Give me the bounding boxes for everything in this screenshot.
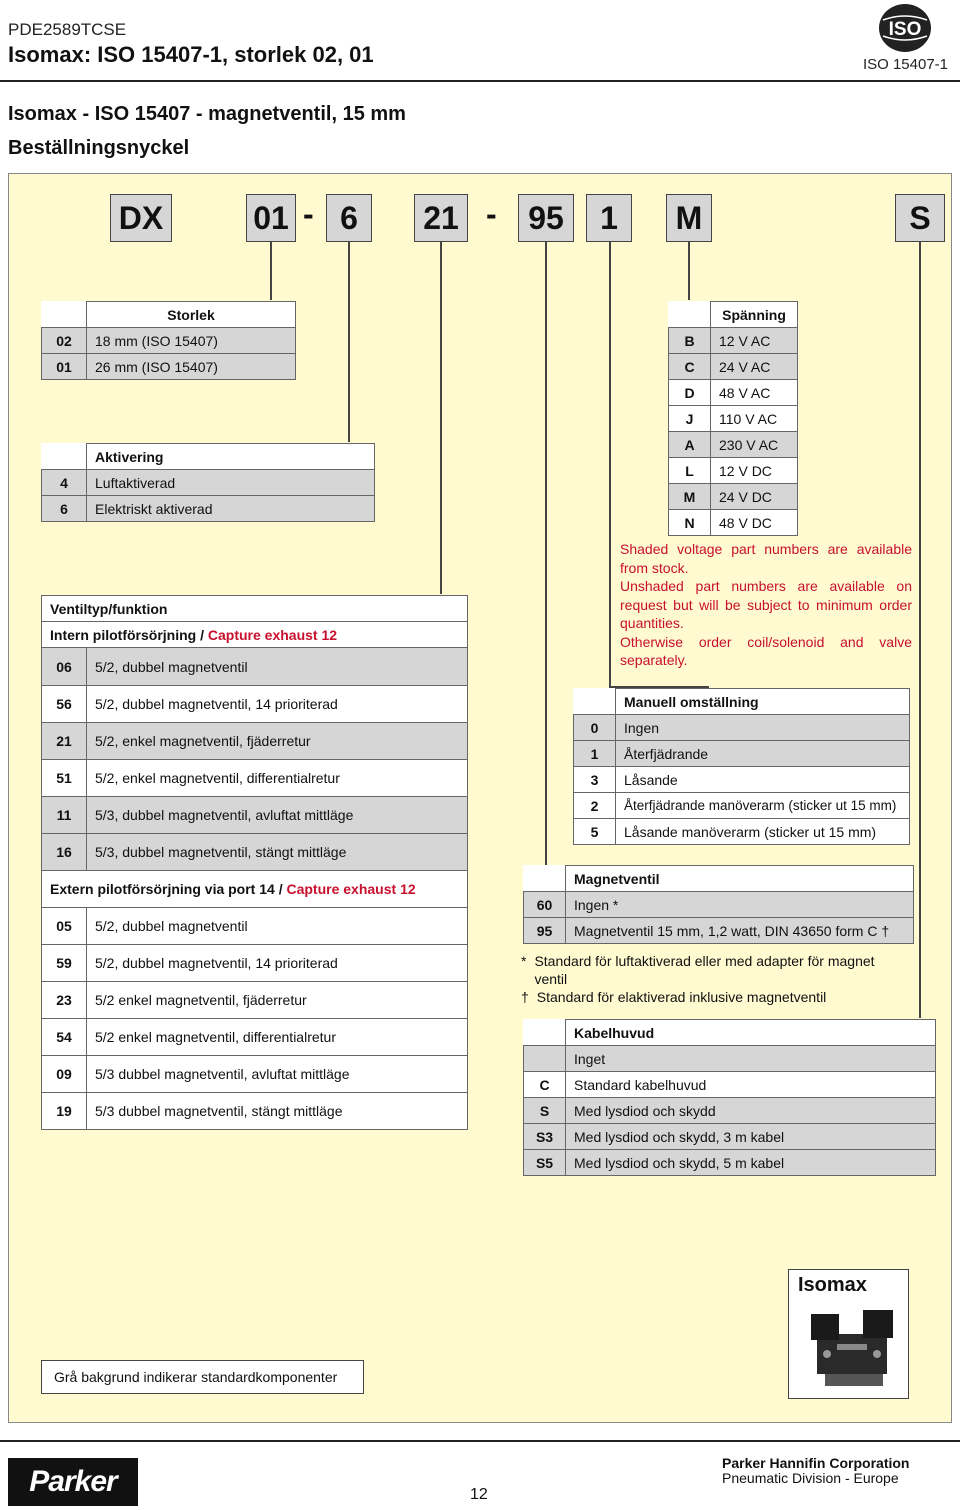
storlek-text: 26 mm (ISO 15407)	[87, 354, 296, 380]
code-dash: -	[303, 196, 314, 232]
kabelhuvud-code: S	[524, 1098, 566, 1124]
iso-logo-text: ISO	[888, 19, 922, 40]
storlek-text: 18 mm (ISO 15407)	[87, 328, 296, 354]
voltage-note-separate: Otherwise order coil/solenoid and valve separately.	[620, 633, 912, 668]
spanning-text: 24 V DC	[711, 484, 798, 510]
code-box-size: 01	[246, 194, 296, 242]
spanning-code: C	[669, 354, 711, 380]
spanning-code: N	[669, 510, 711, 536]
ventiltyp-code: 05	[42, 908, 87, 945]
ventiltyp-text: 5/3, dubbel magnetventil, stängt mittläge	[87, 834, 468, 871]
ventiltyp-code: 21	[42, 723, 87, 760]
storlek-header: Storlek	[87, 302, 296, 328]
intern-capture-exhaust: Capture exhaust 12	[207, 626, 338, 643]
spanning-code: D	[669, 380, 711, 406]
legend-standard-components: Grå bakgrund indikerar standardkomponenter	[41, 1360, 364, 1394]
ventiltyp-code: 19	[42, 1093, 87, 1130]
kabelhuvud-code: S5	[524, 1150, 566, 1176]
kabelhuvud-text: Med lysdiod och skydd, 3 m kabel	[566, 1124, 936, 1150]
division-name: Pneumatic Division - Europe	[722, 1470, 899, 1486]
ventiltyp-text: 5/3 dubbel magnetventil, stängt mittläge	[87, 1093, 468, 1130]
isomax-product-box	[788, 1269, 909, 1399]
magnetventil-code: 60	[524, 892, 566, 918]
spanning-text: 48 V DC	[711, 510, 798, 536]
ventiltyp-text: 5/2, dubbel magnetventil	[87, 648, 468, 686]
kabelhuvud-text: Standard kabelhuvud	[566, 1072, 936, 1098]
aktivering-code: 6	[42, 496, 87, 522]
manuell-text: Ingen	[616, 715, 910, 741]
spanning-header: Spänning	[711, 302, 798, 328]
page-title: Isomax: ISO 15407-1, storlek 02, 01	[8, 42, 374, 67]
spanning-text: 12 V DC	[711, 458, 798, 484]
ventiltyp-code: 16	[42, 834, 87, 871]
aktivering-text: Elektriskt aktiverad	[87, 496, 375, 522]
spanning-code: M	[669, 484, 711, 510]
spanning-text: 230 V AC	[711, 432, 798, 458]
storlek-code: 01	[42, 354, 87, 380]
ventiltyp-code: 23	[42, 982, 87, 1019]
ventiltyp-code: 56	[42, 686, 87, 723]
voltage-note-stock: Shaded voltage part numbers are available from stock.	[620, 541, 912, 576]
aktivering-code: 4	[42, 470, 87, 496]
spanning-text: 24 V AC	[711, 354, 798, 380]
manuell-code: 1	[574, 741, 616, 767]
spanning-code: J	[669, 406, 711, 432]
isomax-label: Isomax	[798, 1274, 867, 1296]
aktivering-header: Aktivering	[87, 444, 375, 470]
manuell-code: 0	[574, 715, 616, 741]
ventiltyp-text: 5/2 enkel magnetventil, differentialretur	[87, 1019, 468, 1056]
ventiltyp-code: 54	[42, 1019, 87, 1056]
spanning-text: 12 V AC	[711, 328, 798, 354]
intern-pilot-label: Intern pilotförsörjning /	[50, 626, 208, 643]
manuell-header: Manuell omställning	[616, 689, 910, 715]
ventiltyp-text: 5/3 dubbel magnetventil, avluftat mittläge	[87, 1056, 468, 1093]
aktivering-table	[41, 443, 375, 522]
header-rule	[0, 80, 960, 82]
iso-reference: ISO 15407-1	[862, 56, 948, 73]
code-box-actuation: 6	[326, 194, 372, 242]
manuell-code: 2	[574, 793, 616, 819]
footnote-electric: Standard för elaktiverad inklusive magnetventil	[536, 989, 827, 1005]
ventiltyp-text: 5/2, dubbel magnetventil, 14 prioriterad	[87, 945, 468, 982]
kabelhuvud-header: Kabelhuvud	[566, 1020, 936, 1046]
spanning-text: 48 V AC	[711, 380, 798, 406]
code-box-manual: 1	[586, 194, 632, 242]
kabelhuvud-code	[524, 1046, 566, 1072]
ventiltyp-code: 59	[42, 945, 87, 982]
voltage-note-request: Unshaded part numbers are available on request but will be subject to minimum order quantities.	[620, 578, 912, 631]
footer-rule	[0, 1440, 960, 1442]
ventiltyp-text: 5/2, dubbel magnetventil, 14 prioriterad	[87, 686, 468, 723]
storlek-code: 02	[42, 328, 87, 354]
ventiltyp-header: Ventiltyp/funktion	[42, 596, 468, 622]
ventiltyp-text: 5/2, enkel magnetventil, differentialretur	[87, 760, 468, 797]
connector-line	[270, 242, 272, 300]
ventiltyp-table	[41, 595, 468, 1130]
storlek-table	[41, 301, 296, 380]
spanning-table	[668, 301, 798, 536]
extern-capture-exhaust: Capture exhaust 12	[286, 881, 416, 897]
connector-line	[688, 242, 690, 300]
manuell-text: Låsande	[616, 767, 910, 793]
kabelhuvud-code: C	[524, 1072, 566, 1098]
code-box-solenoid: 95	[518, 194, 574, 242]
manuell-text: Återfjädrande	[616, 741, 910, 767]
manuell-code: 3	[574, 767, 616, 793]
code-box-function: 21	[414, 194, 468, 242]
ventiltyp-code: 51	[42, 760, 87, 797]
ventiltyp-text: 5/2 enkel magnetventil, fjäderretur	[87, 982, 468, 1019]
ventiltyp-code: 09	[42, 1056, 87, 1093]
page-number: 12	[470, 1486, 488, 1503]
ventiltyp-text: 5/2, dubbel magnetventil	[87, 908, 468, 945]
connector-line	[348, 242, 350, 442]
footnotes	[521, 952, 911, 1006]
magnetventil-table	[523, 865, 914, 944]
magnetventil-text: Ingen *	[566, 892, 914, 918]
magnetventil-code: 95	[524, 918, 566, 944]
manuell-code: 5	[574, 819, 616, 845]
manuell-text: Låsande manöverarm (sticker ut 15 mm)	[616, 819, 910, 845]
section-title: Isomax - ISO 15407 - magnetventil, 15 mm	[8, 103, 406, 125]
code-box-connector: S	[895, 194, 945, 242]
connector-line	[609, 242, 611, 686]
code-box-dx: DX	[110, 194, 172, 242]
code-box-voltage: M	[666, 194, 712, 242]
ventiltyp-code: 11	[42, 797, 87, 834]
code-dash: -	[486, 196, 497, 232]
footnote-mark: †	[521, 989, 529, 1005]
footnote-mark: *	[521, 953, 527, 969]
manuell-table	[573, 688, 910, 845]
footnote-air: Standard för luftaktiverad eller med adapter för magnet ventil	[534, 953, 875, 987]
spanning-code: L	[669, 458, 711, 484]
kabelhuvud-text: Inget	[566, 1046, 936, 1072]
kabelhuvud-text: Med lysdiod och skydd, 5 m kabel	[566, 1150, 936, 1176]
document-code: PDE2589TCSE	[8, 20, 127, 39]
manuell-text: Återfjädrande manöverarm (sticker ut 15 mm)	[616, 793, 910, 819]
connector-line	[440, 242, 442, 594]
spanning-code: A	[669, 432, 711, 458]
extern-pilot-label: Extern pilotförsörjning via port 14 /	[50, 881, 287, 897]
valve-image	[807, 1304, 899, 1392]
magnetventil-header: Magnetventil	[566, 866, 914, 892]
parker-logo-text: Parker	[29, 1465, 117, 1498]
ventiltyp-code: 06	[42, 648, 87, 686]
section-subtitle: Beställningsnyckel	[8, 137, 190, 159]
kabelhuvud-text: Med lysdiod och skydd	[566, 1098, 936, 1124]
company-name: Parker Hannifin Corporation	[722, 1455, 910, 1471]
spanning-text: 110 V AC	[711, 406, 798, 432]
connector-line	[545, 242, 547, 866]
kabelhuvud-code: S3	[524, 1124, 566, 1150]
connector-line	[919, 242, 921, 1018]
parker-logo	[8, 1458, 138, 1506]
spanning-code: B	[669, 328, 711, 354]
voltage-notes	[620, 540, 912, 670]
kabelhuvud-table	[523, 1019, 936, 1176]
aktivering-text: Luftaktiverad	[87, 470, 375, 496]
iso-logo	[877, 2, 933, 54]
ventiltyp-text: 5/2, enkel magnetventil, fjäderretur	[87, 723, 468, 760]
magnetventil-text: Magnetventil 15 mm, 1,2 watt, DIN 43650 form C †	[566, 918, 914, 944]
ventiltyp-text: 5/3, dubbel magnetventil, avluftat mittläge	[87, 797, 468, 834]
